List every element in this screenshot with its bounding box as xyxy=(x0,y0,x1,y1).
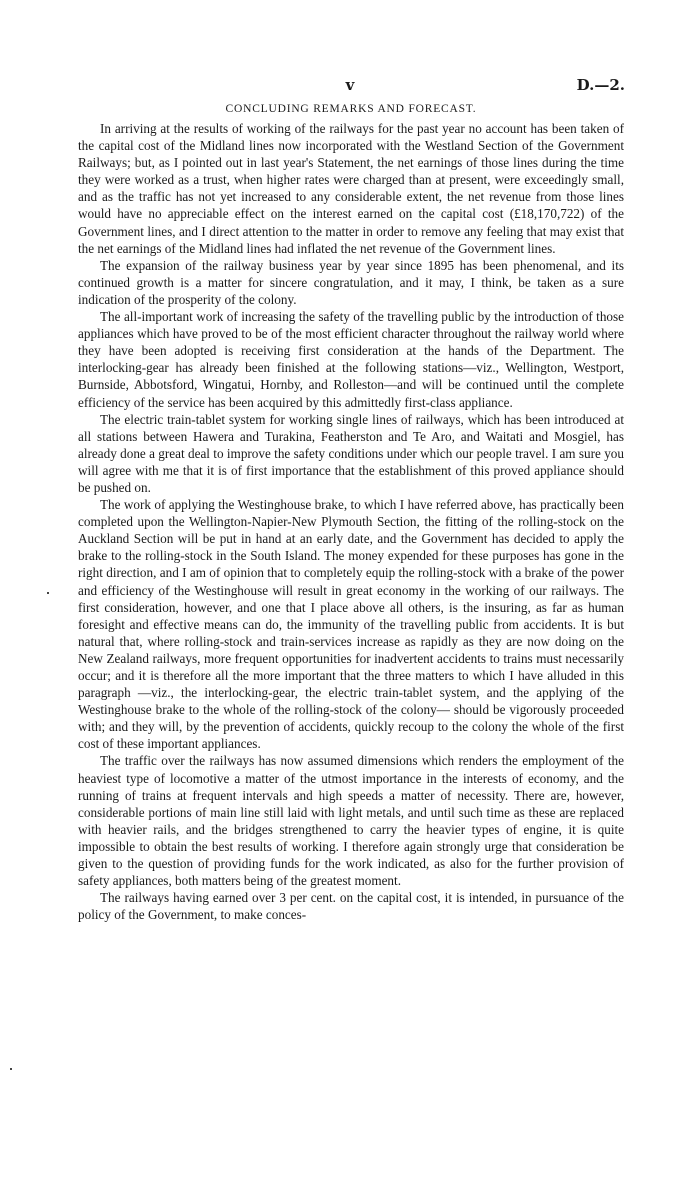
paragraph: The railways having earned over 3 per cent. on the capital cost, it is intended, in pursuance of the policy of the Government, to make conces- xyxy=(78,890,624,923)
scan-speck xyxy=(10,1068,12,1070)
body-text xyxy=(78,120,624,923)
paragraph: The all-important work of increasing the safety of the travelling public by the introduction of those appliances which have proved to be of the most efficient character throughout the railway world where they have been adopted is receiving first consideration at the hands of the Department. The interlocking-gear has already been finished at the following stations—viz., Wellington, Westport, Burnside, Abbotsford, Wingatui, Hornby, and Rolleston—and will be continued until the complete efficiency of the service has been acquired by this admittedly first-class appliance. xyxy=(78,309,624,410)
paragraph: The expansion of the railway business year by year since 1895 has been phenomenal, and its continued growth is a matter for sincere congratulation, and it may, I think, be taken as a sure indication of the prosperity of the colony. xyxy=(78,257,624,307)
section-title: CONCLUDING REMARKS AND FORECAST. xyxy=(225,103,477,115)
paragraph: In arriving at the results of working of the railways for the past year no account has been taken of the capital cost of the Midland lines now incorporated with the Westland Section of the Government Railways; but, as I pointed out in last year's Statement, the net earnings of those lines during the time they were worked as a trust, when higher rates were charged than at present, were exceedingly small, and as the traffic has not yet increased to any considerable extent, the net revenue from those lines would have no appreciable effect on the interest earned on the capital cost (£18,170,722) of the Government lines, and I direct attention to the matter in order to remove any feeling that may exist that the net earnings of the Midland lines had inflated the net revenue of the Government lines. xyxy=(78,121,624,256)
paragraph: The traffic over the railways has now assumed dimensions which renders the employment of the heaviest type of locomotive a matter of the utmost importance in the interests of economy, and the running of trains at frequent intervals and high speeds a matter of necessity. There are, however, considerable portions of main line still laid with light metals, and until such time as these are replaced with heavier rails, and the bridges strengthened to carry the heavier types of engine, it is quite impossible to obtain the best results of working. I therefore again strongly urge that consideration be given to the question of providing funds for the work indicated, as also for the further provision of safety appliances, both matters being of the greatest moment. xyxy=(78,753,624,889)
page-number: v xyxy=(345,76,355,94)
paragraph: The electric train-tablet system for working single lines of railways, which has been introduced at all stations between Hawera and Turakina, Featherston and Te Aro, and Waitati and Mosgiel, has already done a great deal to improve the safety conditions under which our people travel. I am sure you will agree with me that it is of first importance that the establishment of this proved appliance should be pushed on. xyxy=(78,411,624,495)
paragraph: The work of applying the Westinghouse brake, to which I have referred above, has practically been completed upon the Wellington-Napier-New Plymouth Section, the fitting of the rolling-stock on the Auckland Section will be put in hand at an early date, and the Government has decided to apply the brake to the rolling-stock in the South Island. The money expended for these purposes has gone in the right direction, and I am of opinion that to completely equip the rolling-stock with a brake of the power and efficiency of the Westinghouse will result in great economy in the working of our railways. The first consideration, however, and one that I place above all others, is the insuring, as far as human foresight and effective means can do, the immunity of the travelling public from accidents. It is but natural that, where rolling-stock and train-services increase as rapidly as they are now doing on the New Zealand railways, more frequent opportunities for inadvertent accidents to trains must necessarily occur; and it is therefore all the more important that the three matters to which I have alluded in this paragraph —viz., the interlocking-gear, the electric train-tablet system, and the applying of the Westinghouse brake to the whole of the rolling-stock of the colony— should be vigorously proceeded with; and they will, by the prevention of accidents, quickly recoup to the colony the whole of the first cost of these important appliances. xyxy=(78,497,624,752)
document-reference: D.—2. xyxy=(576,76,625,94)
scan-speck xyxy=(47,592,49,594)
